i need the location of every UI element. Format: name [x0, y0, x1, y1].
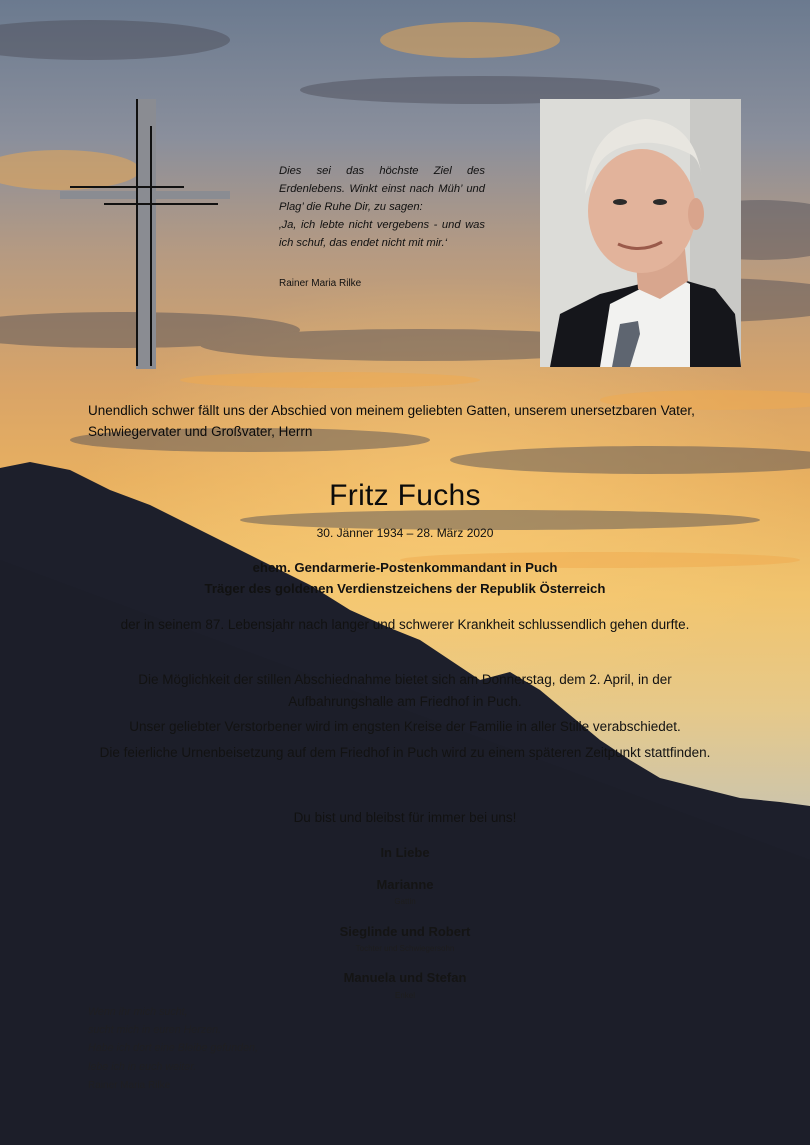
poem-author: Rainer Maria Rilke	[88, 1080, 171, 1091]
title-line: Träger des goldenen Verdienstzeichens der Republik Österreich	[204, 581, 606, 597]
poem-line: sucht mich in euren Herzen.	[88, 1024, 222, 1037]
portrait-photo	[540, 99, 741, 367]
quote-line: ‚Ja, ich lebte nicht vergebens - und was ich schuf, das endet nicht mit mir.‘	[279, 218, 485, 249]
mourner-name: Marianne	[376, 877, 434, 892]
mourner-role: Enkel	[394, 991, 415, 1000]
intro-text: Unendlich schwer fällt uns der Abschied von meinem geliebten Gatten, unserem unersetzbaren Vater, Schwiegervater und Großvater, Herrn	[88, 403, 695, 439]
quote-author: Rainer Maria Rilke	[279, 278, 362, 289]
honors	[0, 557, 810, 599]
mourner-role: Gattin	[394, 897, 416, 906]
in-love: In Liebe	[380, 845, 430, 860]
portrait-illustration	[540, 99, 741, 367]
life-dates: 30. Jänner 1934 – 28. März 2020	[316, 526, 494, 540]
poem	[88, 1003, 258, 1076]
closing-line: Du bist und bleibst für immer bei uns!	[293, 810, 517, 825]
farewell-info: Die Möglichkeit der stillen Abschiednahme bietet sich am Donnerstag, dem 2. April, in der Aufbahrungshalle am Friedhof in Puch.	[138, 672, 672, 709]
poem-line: lebe ich in euch weiter.	[88, 1060, 197, 1073]
quote	[279, 163, 485, 253]
mourner-name: Manuela und Stefan	[343, 970, 467, 985]
mourner-name: Sieglinde und Robert	[339, 924, 471, 939]
quote-line: Dies sei das höchste Ziel des Erdenlebens. Winkt einst nach Müh’ und Plag’ die Ruhe Dir, zu sagen:	[279, 165, 485, 213]
cross-icon	[58, 96, 233, 371]
poem-line: Wenn ihr mich sucht,	[88, 1006, 188, 1018]
urn-info: Die feierliche Urnenbeisetzung auf dem Friedhof in Puch wird zu einem späteren Zeitpunkt stattfinden.	[99, 745, 711, 760]
deceased-name: Fritz Fuchs	[329, 479, 481, 512]
mourner-role: Tochter und Schwiegersohn	[355, 944, 455, 953]
title-line: ehem. Gendarmerie-Postenkommandant in Puch	[252, 560, 558, 575]
private-info: Unser geliebter Verstorbener wird im engsten Kreise der Familie in aller Stille verabschiedet.	[129, 719, 681, 734]
poem-line: Habe ich dort eine Bleibe gefunden,	[88, 1042, 258, 1055]
passing-text: der in seinem 87. Lebensjahr nach langer und schwerer Krankheit schlussendlich gehen durfte.	[120, 617, 690, 632]
